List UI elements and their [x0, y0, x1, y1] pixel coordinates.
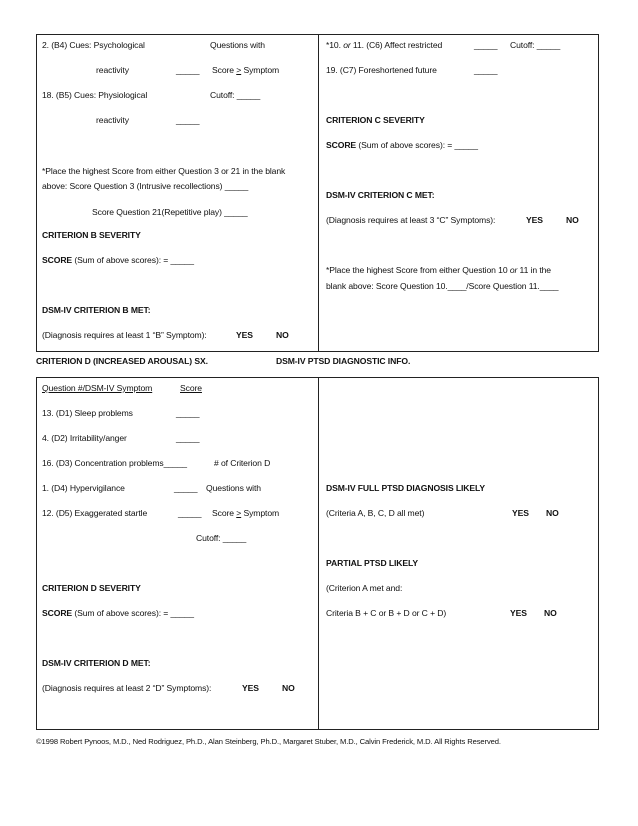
- d4-hypervigilance: 1. (D4) Hypervigilance: [42, 483, 125, 493]
- column-header-score: Score: [180, 383, 202, 393]
- c6-blank: _____: [474, 40, 498, 50]
- criterion-c-score: SCORE (Sum of above scores): = _____: [326, 140, 478, 150]
- d2-irritability: 4. (D2) Irritability/anger: [42, 433, 127, 443]
- b4-label: 2. (B4) Cues: Psychological: [42, 40, 145, 50]
- ptsd-diagnostic-header: DSM-IV PTSD DIAGNOSTIC INFO.: [276, 356, 411, 366]
- d5-score-symptom: Score > Symptom: [212, 508, 280, 518]
- c7-label: 19. (C7) Foreshortened future: [326, 65, 437, 75]
- dsm-criterion-b-met: DSM-IV CRITERION B MET:: [42, 305, 151, 315]
- diagnosis-b-requirement: (Diagnosis requires at least 1 “B” Symptom):: [42, 330, 207, 340]
- diagnosis-d-requirement: (Diagnosis requires at least 2 “D” Symptoms):: [42, 683, 212, 693]
- criterion-b-score: SCORE (Sum of above scores): = _____: [42, 255, 194, 265]
- d5-exaggerated-startle: 12. (D5) Exaggerated startle: [42, 508, 148, 518]
- full-ptsd-yes: YES: [512, 508, 529, 518]
- criterion-c-yes: YES: [526, 215, 543, 225]
- criterion-d-header: CRITERION D (INCREASED AROUSAL) SX.: [36, 356, 208, 366]
- partial-ptsd-likely: PARTIAL PTSD LIKELY: [326, 558, 419, 568]
- criterion-a-met: (Criterion A met and:: [326, 583, 403, 593]
- upper-table-divider: [318, 34, 319, 352]
- criteria-all-met: (Criteria A, B, C, D all met): [326, 508, 425, 518]
- lower-table-divider: [318, 377, 319, 730]
- column-header-question: Question #/DSM-IV Symptom: [42, 383, 153, 393]
- criterion-d-severity: CRITERION D SEVERITY: [42, 583, 141, 593]
- d3-criterion-count: # of Criterion D: [214, 458, 271, 468]
- criterion-c-no: NO: [566, 215, 579, 225]
- copyright-footer: ©1998 Robert Pynoos, M.D., Ned Rodriguez, Ph.D., Alan Steinberg, Ph.D., Margaret Stuber, M.D., Calvin Frederick, M.D. All Rights Reserved.: [36, 737, 501, 746]
- full-ptsd-likely: DSM-IV FULL PTSD DIAGNOSIS LIKELY: [326, 483, 486, 493]
- d3-concentration: 16. (D3) Concentration problems_____: [42, 458, 187, 468]
- b4-reactivity: reactivity: [96, 65, 129, 75]
- c6-label: *10. or 11. (C6) Affect restricted: [326, 40, 443, 50]
- place-highest-note-c-line2: blank above: Score Question 10.____/Score Question 11.____: [326, 281, 559, 291]
- c7-blank: _____: [474, 65, 498, 75]
- d4-blank: _____: [174, 483, 198, 493]
- criterion-b-no: NO: [276, 330, 289, 340]
- d5-blank: _____: [178, 508, 202, 518]
- criterion-d-yes: YES: [242, 683, 259, 693]
- full-ptsd-no: NO: [546, 508, 559, 518]
- partial-ptsd-yes: YES: [510, 608, 527, 618]
- diagnosis-c-requirement: (Diagnosis requires at least 3 “C” Symptoms):: [326, 215, 496, 225]
- b4-score-symptom: Score > Symptom: [212, 65, 280, 75]
- b4-questions-with: Questions with: [210, 40, 265, 50]
- c6-cutoff: Cutoff: _____: [510, 40, 561, 50]
- b5-cutoff: Cutoff: _____: [210, 90, 261, 100]
- dsm-criterion-d-met: DSM-IV CRITERION D MET:: [42, 658, 151, 668]
- d2-blank: _____: [176, 433, 200, 443]
- b5-score-blank: _____: [176, 115, 200, 125]
- place-highest-note-c-line1: *Place the highest Score from either Question 10 or 11 in the: [326, 265, 551, 275]
- criterion-b-yes: YES: [236, 330, 253, 340]
- criterion-d-score: SCORE (Sum of above scores): = _____: [42, 608, 194, 618]
- d1-sleep-problems: 13. (D1) Sleep problems: [42, 408, 133, 418]
- d4-questions-with: Questions with: [206, 483, 261, 493]
- score-question-21: Score Question 21(Repetitive play) _____: [92, 207, 248, 217]
- criterion-d-no: NO: [282, 683, 295, 693]
- d1-blank: _____: [176, 408, 200, 418]
- b5-reactivity: reactivity: [96, 115, 129, 125]
- b4-score-blank: _____: [176, 65, 200, 75]
- criterion-c-severity: CRITERION C SEVERITY: [326, 115, 425, 125]
- b5-label: 18. (B5) Cues: Physiological: [42, 90, 148, 100]
- criteria-combination: Criteria B + C or B + D or C + D): [326, 608, 447, 618]
- criterion-b-severity: CRITERION B SEVERITY: [42, 230, 141, 240]
- dsm-criterion-c-met: DSM-IV CRITERION C MET:: [326, 190, 435, 200]
- criterion-d-cutoff: Cutoff: _____: [196, 533, 247, 543]
- partial-ptsd-no: NO: [544, 608, 557, 618]
- place-highest-note-b: *Place the highest Score from either Question 3 or 21 in the blank above: Score Question 3 (Intrusive recollections) _____: [42, 166, 286, 191]
